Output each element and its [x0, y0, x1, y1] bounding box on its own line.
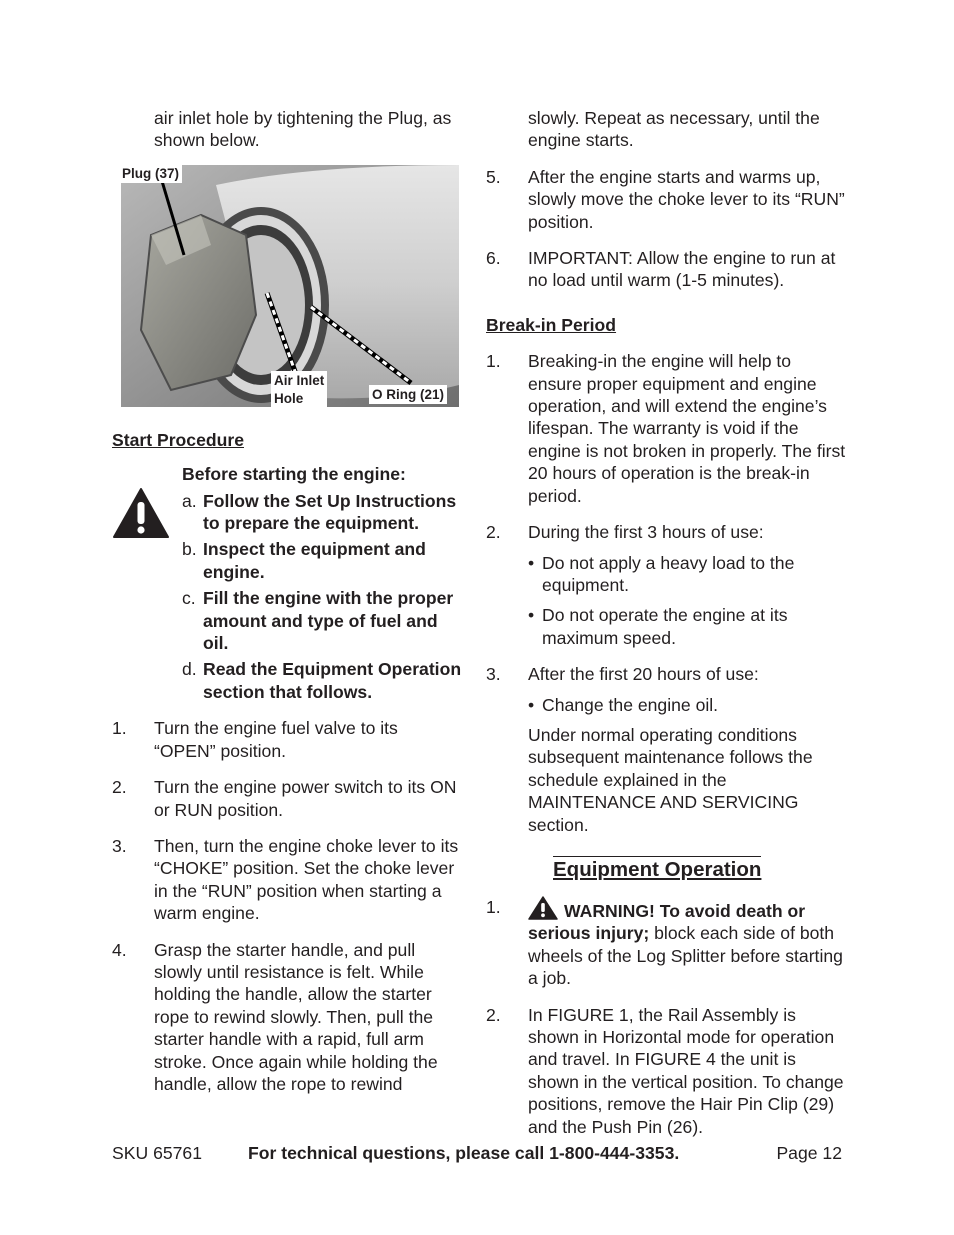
warning-item-letter: c. — [182, 588, 196, 609]
step-text: Turn the engine power switch to its ON or RUN position. — [154, 777, 457, 820]
warning-item-b — [182, 538, 462, 583]
bullet-item — [528, 604, 846, 649]
equipment-operation-heading-wrap — [486, 856, 846, 896]
step-text: Grasp the starter handle, and pull slowly until resistance is felt. While holding the handle, allow the starter rope to rewind slowly. Then, pull the starter handle with a rapid, full arm stroke. Once again while holding the handle, allow the rope to rewind — [154, 939, 438, 1094]
warning-triangle-icon-svg — [112, 487, 170, 539]
item-body — [528, 663, 846, 836]
warning-item-d — [182, 658, 462, 703]
start-step-2 — [112, 776, 462, 821]
item-text: During the first 3 hours of use: — [528, 522, 764, 543]
start-step-3 — [112, 835, 462, 925]
start-step-5 — [486, 166, 846, 233]
warning-item-text: Read the Equipment Operation section that follows. — [203, 659, 462, 702]
warning-item-text: Inspect the equipment and engine. — [203, 539, 426, 582]
warning-bold-text: WARNING! To avoid death or serious injury; — [528, 900, 806, 944]
footer-page-number: Page 12 — [776, 1143, 842, 1163]
o-ring-label: O Ring (21) — [369, 385, 447, 404]
step-text: IMPORTANT: Allow the engine to run at no load until warm (1-5 minutes). — [528, 248, 836, 291]
plug-photo — [121, 165, 459, 407]
step-4-continued-text: slowly. Repeat as necessary, until the engine starts. — [528, 108, 820, 151]
air-inlet-label — [271, 371, 327, 407]
bullet-text: Do not operate the engine at its maximum speed. — [542, 605, 788, 648]
break-in-item-2 — [486, 521, 846, 649]
equipment-item-2 — [486, 1004, 846, 1138]
item-body — [528, 896, 846, 990]
step-text: After the engine starts and warms up, slowly move the choke lever to its “RUN” position. — [528, 166, 845, 232]
step-number: 3. — [112, 835, 127, 856]
bullet-item — [528, 552, 846, 597]
maintenance-note: Under normal operating conditions subsequent maintenance follows the schedule explained in the MAINTENANCE AND SERVICING section. — [528, 724, 813, 835]
step-number: 4. — [112, 939, 127, 960]
right-column — [486, 107, 846, 1152]
footer-sku: SKU 65761 — [112, 1143, 202, 1163]
warning-title: Before starting the engine: — [182, 464, 406, 485]
air-inlet-label-line1: Air Inlet — [274, 372, 325, 388]
item-text: Breaking-in the engine will help to ensure proper equipment and engine operation, and will extend the engine’s lifespan. The warranty is void if the engine is not broken in properly. The first 20 hours of operation is the break-in period. — [528, 351, 846, 506]
item-text: In FIGURE 1, the Rail Assembly is shown in Horizontal mode for operation and travel. In FIGURE 4 the unit is shown in the vertical position. To change positions, remove the Hair Pin Clip (29) and the Push Pin (26). — [528, 1004, 844, 1137]
item-body — [528, 521, 846, 649]
before-start-warning — [112, 463, 462, 703]
step-number: 1. — [112, 718, 127, 739]
bullet-dot: • — [528, 694, 535, 715]
warning-item-text: Fill the engine with the proper amount and type of fuel and oil. — [203, 588, 454, 654]
start-step-4 — [112, 939, 462, 1096]
item-number: 1. — [486, 351, 501, 372]
warning-triangle-icon — [112, 463, 182, 703]
warning-item-letter: d. — [182, 659, 197, 680]
step-text: Turn the engine fuel valve to its “OPEN” position. — [154, 718, 398, 761]
break-in-heading: Break-in Period — [486, 314, 617, 335]
bullet-text: Do not apply a heavy load to the equipment. — [542, 552, 795, 595]
bullet-dot: • — [528, 605, 535, 626]
warning-item-letter: a. — [182, 490, 197, 511]
start-step-1 — [112, 717, 462, 762]
footer-contact: For technical questions, please call 1-800-444-3353. — [248, 1143, 680, 1163]
step-text: Then, turn the engine choke lever to its “CHOKE” position. Set the choke lever in the “RUN” position when starting a warm engine. — [154, 835, 459, 924]
page-footer — [112, 1142, 842, 1166]
warning-item-c — [182, 587, 462, 654]
start-procedure-heading: Start Procedure — [112, 429, 244, 450]
intro-continued-text: air inlet hole by tightening the Plug, as shown below. — [154, 108, 452, 151]
item-number: 2. — [486, 1004, 501, 1025]
warning-item-text: Follow the Set Up Instructions to prepare the equipment. — [203, 490, 457, 534]
plug-label: Plug (37) — [121, 165, 182, 183]
start-step-6 — [486, 247, 846, 292]
step-number: 6. — [486, 248, 501, 269]
equipment-item-1 — [486, 896, 846, 990]
bullet-dot: • — [528, 552, 535, 573]
item-number: 1. — [486, 896, 501, 917]
warning-item-a — [182, 490, 462, 535]
warning-normal-text: block each side of both wheels of the Log Splitter before starting a job. — [528, 923, 843, 989]
item-number: 3. — [486, 664, 501, 685]
break-in-item-1 — [486, 350, 846, 507]
break-in-item-3 — [486, 663, 846, 836]
bullet-item — [528, 694, 846, 716]
warning-item-letter: b. — [182, 539, 197, 560]
step-number: 2. — [112, 777, 127, 798]
air-inlet-label-line2: Hole — [274, 390, 304, 406]
bullet-text: Change the engine oil. — [542, 694, 719, 715]
left-column — [112, 107, 462, 1109]
item-text: After the first 20 hours of use: — [528, 664, 759, 685]
equipment-operation-heading: Equipment Operation — [553, 857, 762, 881]
item-number: 2. — [486, 522, 501, 543]
step-number: 5. — [486, 166, 501, 187]
warning-body — [182, 463, 462, 703]
warning-small-icon — [528, 896, 558, 920]
